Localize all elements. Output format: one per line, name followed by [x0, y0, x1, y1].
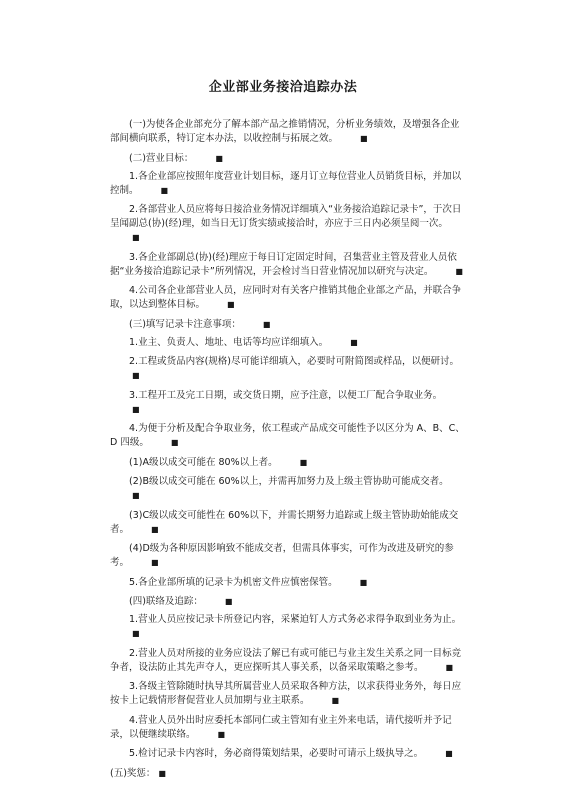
- paragraph-text: 5.检讨记录卡内容时，务必商得策划结果，必要时可请示上级执导之。: [129, 748, 424, 759]
- paragraph-text: 2.工程或货品内容(规格)尽可能详细填入，必要时可附简图或样品，以便研讨。: [129, 356, 459, 367]
- paragraph: [110, 170, 466, 198]
- paragraph-end-square-icon: ■: [350, 337, 358, 347]
- paragraph-text: (1)A级以成交可能在 80%以上者。: [129, 456, 278, 468]
- paragraph-end-square-icon: ■: [151, 558, 159, 567]
- paragraph: [110, 422, 466, 450]
- paragraph-text: (四)联络及追踪：: [129, 596, 203, 607]
- paragraph-text: (五)奖惩：: [110, 767, 156, 779]
- paragraph-end-square-icon: ■: [217, 729, 226, 739]
- paragraph: [110, 251, 466, 279]
- section-heading: [110, 595, 466, 609]
- paragraph-end-square-icon: ■: [359, 577, 368, 587]
- paragraph-end-square-icon: ■: [132, 371, 140, 380]
- paragraph-end-square-icon: ■: [158, 768, 166, 778]
- paragraph-text: (一)为使各企业部充分了解本部产品之推销情况，分析业务绩效，及增强各企业部间横向联系，特订定本办法，以收控制与拓展之效。: [110, 119, 460, 144]
- paragraph: [110, 747, 466, 761]
- paragraph-end-square-icon: ■: [360, 134, 368, 143]
- paragraph-end-square-icon: ■: [170, 438, 179, 447]
- paragraph-text: (3)C级以成交可能性在 60%以下，并需长期努力追踪或上级主管协助始能成交者。: [110, 509, 459, 535]
- paragraph: [110, 767, 466, 781]
- paragraph-text: (三)填写记录卡注意事项：: [129, 318, 241, 330]
- paragraph: [110, 336, 466, 350]
- paragraph-text: 5.各企业部所填的记录卡为机密文件应慎密保管。: [129, 576, 338, 588]
- paragraph-end-square-icon: ■: [445, 749, 453, 758]
- paragraph-text: 2.各部营业人员应将每日接洽业务情况详细填入“业务接洽追踪记录卡”，于次日呈闻副总(协)(经)理，如当日无订货实绩或接洽时，亦应于三日内必须呈阅一次。: [110, 204, 462, 229]
- document-body: [110, 118, 466, 786]
- paragraph: [110, 456, 466, 470]
- paragraph-end-square-icon: ■: [132, 233, 140, 242]
- paragraph-text: (二)营业目标：: [129, 152, 194, 164]
- paragraph-end-square-icon: ■: [331, 696, 340, 705]
- paragraph: [110, 389, 466, 417]
- paragraph-end-square-icon: ■: [132, 491, 140, 500]
- paragraph-end-square-icon: ■: [445, 662, 454, 672]
- paragraph-text: 1.各企业部应按照年度营业计划目标，逐月订立每位营业人员销货目标，并加以控制。: [110, 170, 462, 196]
- paragraph-text: 4.营业人员外出时应委托本部同仁或主管知有业主外来电话，请代接听并予记录，以便继续联络。: [110, 714, 452, 740]
- paragraph-text: 1.营业人员应按记录卡所登记内容，采紧迫钉人方式务必求得争取到业务为止。: [129, 614, 462, 625]
- paragraph-text: (2)B级以成交可能在 60%以上，并需再加努力及上级主管协助可能成交者。: [129, 476, 449, 487]
- paragraph-text: 4.为便于分析及配合争取业务，依工程或产品成交可能性予以区分为 A、B、C、D 四级。: [110, 423, 465, 448]
- paragraph-end-square-icon: ■: [132, 629, 140, 638]
- paragraph: [110, 355, 466, 383]
- paragraph-end-square-icon: ■: [160, 185, 169, 195]
- section-heading: [110, 152, 466, 166]
- paragraph: [110, 613, 466, 641]
- paragraph: [110, 118, 466, 146]
- paragraph-text: (4)D级为各种原因影响致不能成交者，但需具体事实，可作为改进及研究的参考。: [110, 543, 454, 568]
- paragraph: [110, 284, 466, 312]
- paragraph: [110, 647, 466, 675]
- paragraph-text: 1.业主、负责人、地址、电话等均应详细填入。: [129, 336, 329, 348]
- paragraph: [110, 203, 466, 245]
- paragraph: [110, 542, 466, 570]
- paragraph-end-square-icon: ■: [299, 457, 308, 467]
- paragraph-end-square-icon: ■: [224, 597, 233, 606]
- paragraph: [110, 714, 466, 742]
- paragraph-text: 3.各企业部副总(协)(经)理应于每日订定固定时间，召集营业主管及营业人员依据“业务接洽追踪记录卡”所列情况，开会检讨当日营业情况加以研究与决定。: [110, 251, 457, 277]
- paragraph: [110, 576, 466, 590]
- section-heading: [110, 318, 466, 332]
- paragraph-end-square-icon: ■: [455, 266, 463, 276]
- paragraph-text: 4.公司各企业部营业人员，应同时对有关客户推销其他企业部之产品，并联合争取，以达到整体目标。: [110, 285, 462, 310]
- paragraph: [110, 680, 466, 708]
- paragraph-end-square-icon: ■: [262, 319, 271, 329]
- paragraph: [110, 509, 466, 537]
- paragraph-end-square-icon: ■: [151, 524, 159, 534]
- paragraph-text: 3.各级主管除随时执导其所属营业人员采取各种方法，以求获得业务外，每日应按卡上记载情形督促营业人员加期与业主联系。: [110, 681, 462, 706]
- paragraph-end-square-icon: ■: [215, 153, 223, 163]
- paragraph-end-square-icon: ■: [132, 404, 140, 414]
- paragraph-text: 2.营业人员对所接的业务应设法了解已有或可能已与业主发生关系之同一目标竞争者，设法防止其先声夺人，更应探听其人事关系，以备采取策略之参考。: [110, 647, 462, 673]
- document-title: 企业部业务接洽追踪办法: [208, 80, 358, 95]
- paragraph-text: 3.工程开工及完工日期，或交货日期，应予注意，以便工厂配合争取业务。: [129, 389, 443, 401]
- paragraph: [110, 475, 466, 503]
- paragraph-end-square-icon: ■: [227, 300, 235, 309]
